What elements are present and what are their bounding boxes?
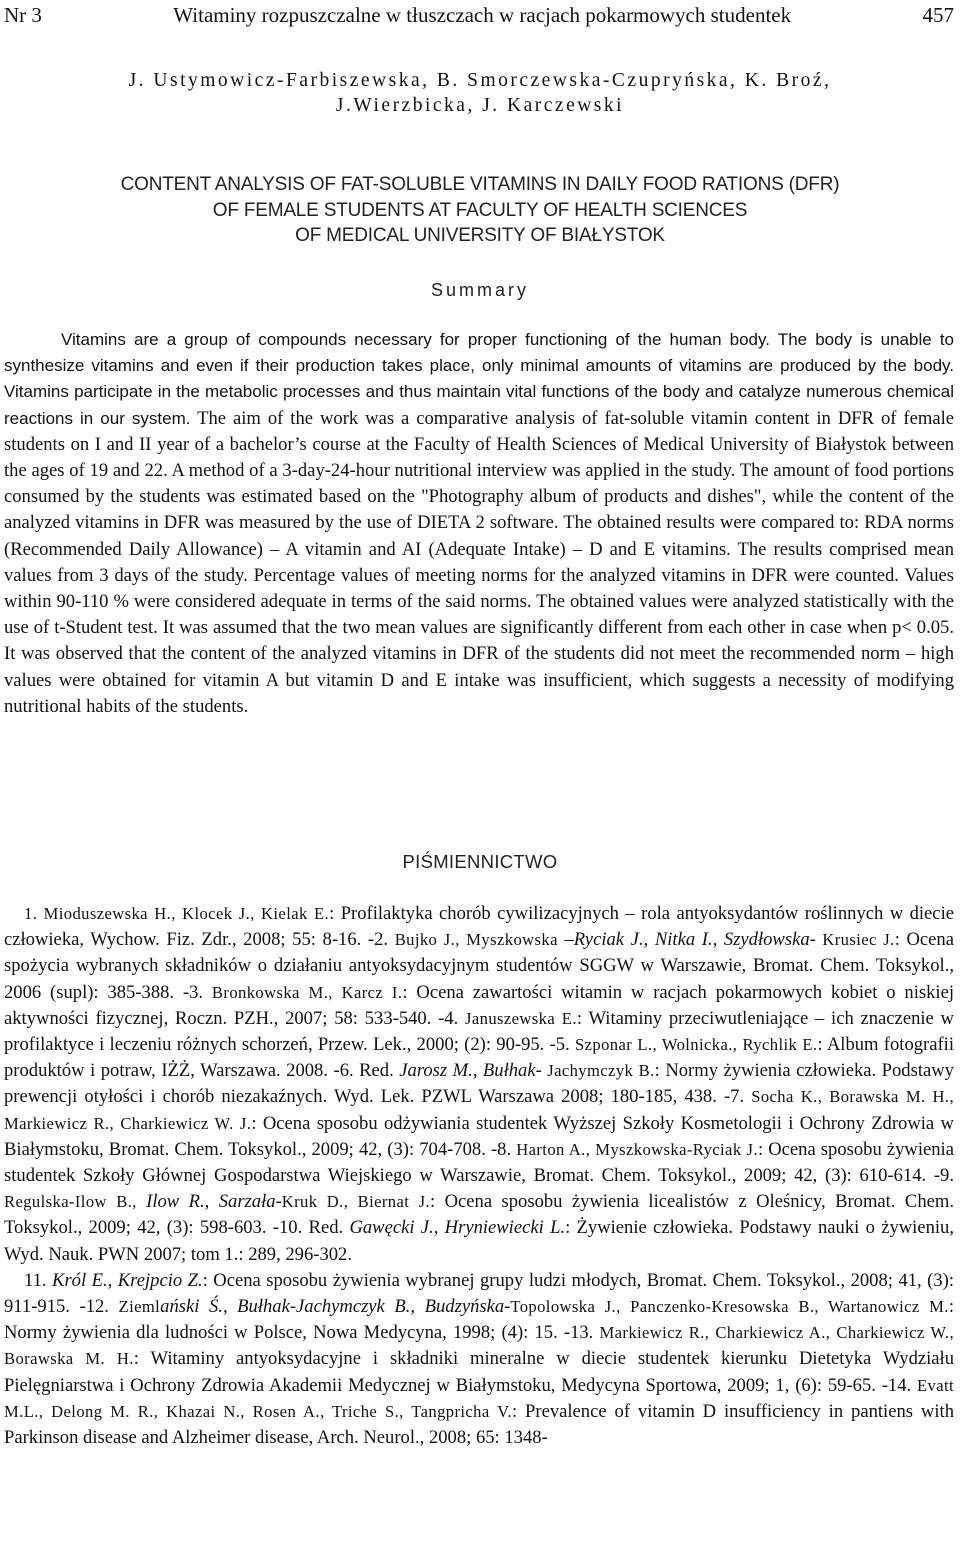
reference-segment: Szponar L., Wolnicka., Rychlik E. — [575, 1035, 818, 1055]
reference-segment: : Ocena sposobu żywienia licealistów z Oleśnicy, Bromat. Chem. Toksykol., 2009; 42, (3): 598-603. -10. Red. — [4, 1191, 954, 1239]
reference-segment: Januszewska E. — [465, 1008, 577, 1028]
page-number: 457 — [922, 3, 954, 27]
reference-segment: : Normy żywienia człowieka. Podstawy prewencji otyłości i chorób niezakaźnych. Wyd. Lek. PZWL Warszawa 2008; 180-185, 438. -7. — [4, 1060, 954, 1108]
title-line-2: OF FEMALE STUDENTS AT FACULTY OF HEALTH SCIENCES — [212, 199, 748, 221]
references-paragraph-2 — [4, 1268, 954, 1451]
author-list — [0, 68, 960, 118]
reference-segment: Zieml — [118, 1297, 161, 1317]
summary-paragraph — [4, 327, 954, 720]
reference-segment: Jarosz M., Bułhak- — [399, 1060, 542, 1082]
title-line-1: CONTENT ANALYSIS OF FAT-SOLUBLE VITAMINS IN DAILY FOOD RATIONS (DFR) — [120, 174, 840, 195]
reference-segment: : Ocena spożycia wybranych składników o działaniu antyoksydacyjnym studentów SGGW w Warszawie, Bromat. Chem. Toksykol., 2006 (supl): 385-388. -3. — [4, 929, 954, 1003]
summary-heading: Summary — [430, 280, 529, 300]
reference-segment: : Ocena sposobu odżywiania studentek Wyższej Szkoły Kosmetologii i Ochrony Zdrowia w Białymstoku, Bromat. Chem. Toksykol., 2009; 42, (3): 704-708. -8. — [4, 1112, 954, 1160]
reference-segment: : Normy żywienia dla ludności w Polsce, Nowa Medycyna, 1998; (4): 15. -13. — [4, 1296, 954, 1344]
reference-segment: 11. — [24, 1269, 53, 1291]
reference-segment: Markiewicz R., Charkiewicz A., Charkiewicz W., Borawska M. H. — [4, 1323, 955, 1369]
reference-segment: Topolowska J., Panczenko-Kresowska B., Wartanowicz M. — [510, 1297, 949, 1317]
reference-list — [4, 901, 954, 1451]
reference-segment: 1. Mioduszewska H., Klocek J., Kielak E. — [24, 904, 330, 923]
reference-segment: Bujko J., Myszkowska — [394, 930, 558, 950]
reference-segment: : Witaminy przeciwutleniające – ich znaczenie w profilaktyce i leczeniu różnych schorzeń, Przew. Lek., 2000; (2): 90-95. -5. — [4, 1007, 954, 1056]
reference-segment: Ilow R., Sarzała- — [146, 1191, 282, 1213]
reference-segment: : Żywienie człowieka. Podstawy nauki o żywieniu, Wyd. Nauk. PWN 2007; tom 1.: 289, 296-302. — [4, 1217, 954, 1265]
reference-segment: ański Ś., Bułhak-Jachymczyk B., Budzyńska- — [160, 1296, 511, 1318]
title-line-3: OF MEDICAL UNIVERSITY OF BIAŁYSTOK — [295, 225, 665, 246]
issue-number: Nr 3 — [4, 3, 42, 27]
reference-segment: Kruk D., Biernat J. — [281, 1192, 430, 1212]
reference-segment: Evatt M.L., Delong M. R., Khazai N., Rosen A., Triche S., Tangpricha V. — [4, 1375, 954, 1421]
reference-segment: Regulska-Ilow B., — [4, 1192, 147, 1212]
reference-segment: –Ryciak J., Nitka I., Szydłowska- — [557, 929, 816, 951]
running-title: Witaminy rozpuszczalne w tłuszczach w racjach pokarmowych studentek — [173, 3, 792, 27]
reference-segment: : Witaminy antyoksydacyjne i składniki mineralne w diecie studentek kierunku Dietetyka Wydziału Pielęgniarstwa i Ochrony Zdrowia Akademii Medycznej w Białymstoku, Medycyna Sportowa, 2009; 1, (6): 59-65. -14. — [4, 1348, 955, 1396]
summary-lead-text: Vitamins are a group of compounds necessary for proper functioning of the human body. The body is unable to synthesize vitamins and even if their production takes place, only minimal amounts of vitamins are produced by the body. Vitamins participate in the metabolic processes and thus maintain vital functions of the body and catalyze numerous chemical reactions in our system. — [4, 330, 954, 428]
reference-segment: Socha K., Borawska M. H., Markiewicz R., Charkiewicz W. J. — [4, 1087, 955, 1133]
reference-segment: Król E., Krejpcio Z. — [52, 1269, 203, 1291]
reference-segment: Harton A., Myszkowska-Ryciak J. — [516, 1139, 758, 1159]
reference-segment: : Prevalence of vitamin D insufficiency in pantiens with Parkinson disease and Alzheimer disease, Arch. Neurol., 2008; 65: 1348- — [4, 1400, 954, 1449]
article-title — [0, 172, 960, 249]
references-paragraph-1 — [4, 901, 954, 1268]
reference-segment: Bronkowska M., Karcz I. — [211, 982, 403, 1002]
authors-line-2: J.Wierzbicka, J. Karczewski — [335, 95, 625, 116]
reference-segment: : Ocena sposobu żywienia wybranej grupy ludzi młodych, Bromat. Chem. Toksykol., 2008; 41, (3): 911-915. -12. — [4, 1269, 954, 1318]
running-header — [4, 0, 954, 29]
reference-segment: Jachymczyk B. — [541, 1061, 655, 1081]
reference-segment: : Profilaktyka chorób cywilizacyjnych – rola antyoksydantów roślinnych w diecie człowieka, Wychow. Fiz. Zdr., 2008; 55: 8-16. -2. — [4, 903, 954, 951]
summary-body-text: The aim of the work was a comparative analysis of fat-soluble vitamin content in DFR of female students on I and II year of a bachelor’s course at the Faculty of Health Sciences of Medical University of Białystok between the ages of 19 and 22. A method of a 3-day-24-hour nutritional interview was applied in the study. The amount of food portions consumed by the students was estimated based on the "Photography album of products and dishes", while the content of the analyzed vitamins in DFR was measured by the use of DIETA 2 software. The obtained results were compared to: RDA norms (Recommended Daily Allowance) – A vitamin and AI (Adequate Intake) – D and E vitamins. The results comprised mean values from 3 days of the study. Percentage values of meeting norms for the analyzed vitamins in DFR were counted. Values within 90-110 % were considered adequate in terms of the said norms. The obtained values were analyzed statistically with the use of t-Student test. It was assumed that the two mean values are significantly different from each other in case when p< 0.05. It was observed that the content of the analyzed vitamins in DFR of the students did not meet the recommended norm – high values were obtained for vitamin A but vitamin D and E intake was insufficient, which suggests a necessity of modifying nutritional habits of the students. — [4, 407, 954, 717]
reference-segment: Krusiec J. — [815, 930, 895, 950]
reference-segment: : Ocena sposobu żywienia studentek Szkoły Głównej Gospodarstwa Wiejskiego w Warszawie, Bromat. Chem. Toksykol., 2009; 42, (3): 610-614. -9. — [4, 1138, 954, 1187]
reference-segment: : Ocena zawartości witamin w racjach pokarmowych kobiet o niskiej aktywności fizycznej, Roczn. PZH., 2007; 58: 533-540. -4. — [4, 981, 954, 1029]
reference-segment: Gawęcki J., Hryniewiecki L. — [349, 1217, 566, 1239]
references-heading: PIŚMIENNICTWO — [402, 851, 558, 872]
authors-line-1: J. Ustymowicz-Farbiszewska, B. Smorczewska-Czupryńska, K. Broź, — [128, 70, 832, 91]
reference-segment: : Album fotografii produktów i potraw, IŻŻ, Warszawa. 2008. -6. Red. — [4, 1034, 955, 1082]
